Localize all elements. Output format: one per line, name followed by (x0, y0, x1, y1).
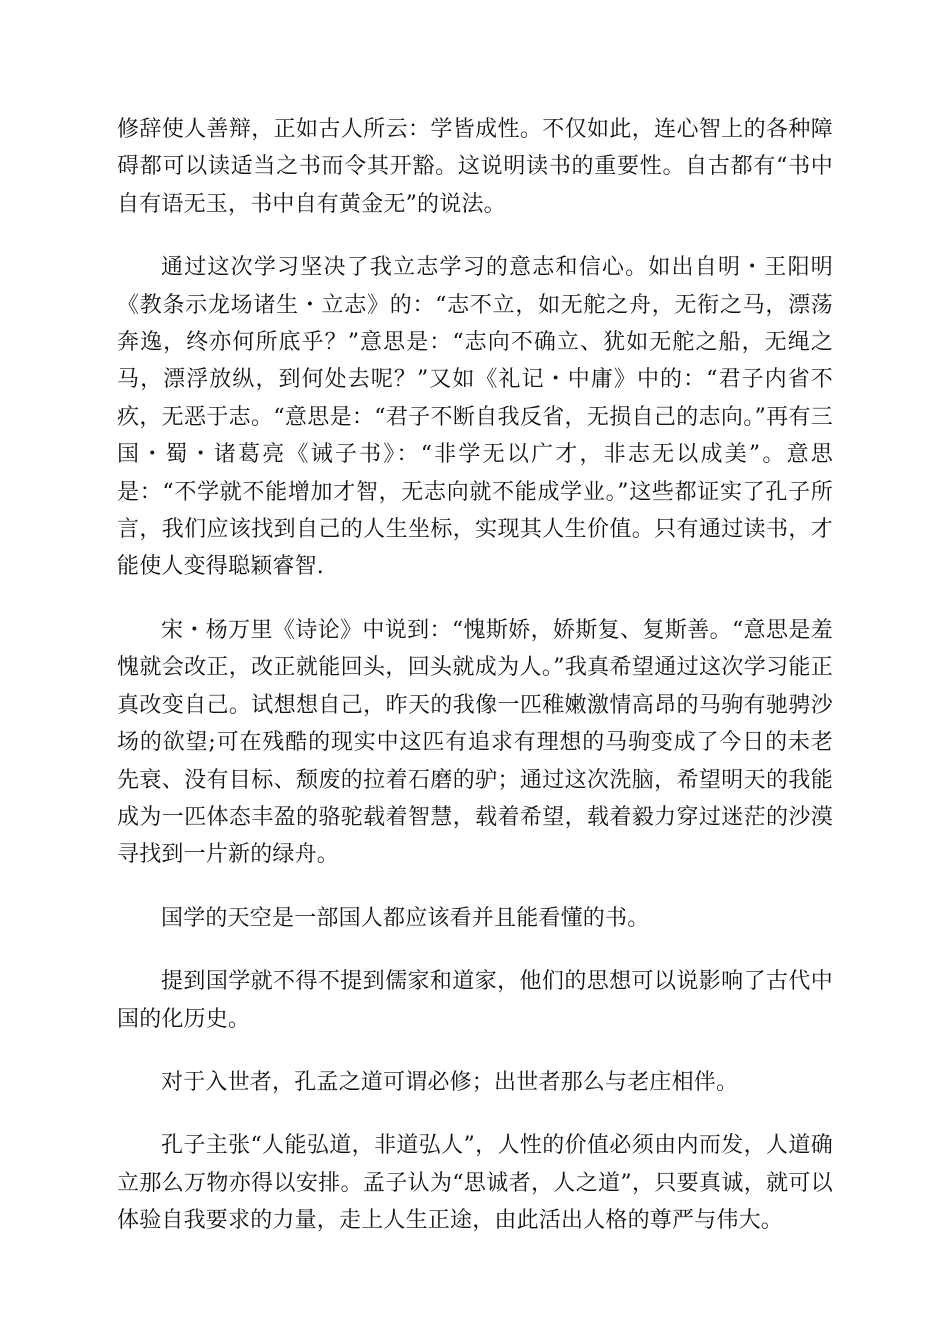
paragraph-aspiration-quotes: 通过这次学习坚决了我立志学习的意志和信心。如出自明・王阳明《教条示龙场诸生・立志》的：“志不立，如无舵之舟，无衔之马，漂荡奔逸，终亦何所底乎？”意思是：“志向不确立、犹如无舵之船，无绳之马，漂浮放纵，到何处去呢？”又如《礼记・中庸》中的：“君子内省不疚，无恶于志。“意思是：“君子不断自我反省，无损自己的志向。”再有三国・蜀・诸葛亮《诫子书》：“非学无以广才，非志无以成美”。意思是：“不学就不能增加才智，无志向就不能成学业。”这些都证实了孔子所言，我们应该找到自己的人生坐标，实现其人生价值。只有通过读书，才能使人变得聪颖睿智. (117, 255, 833, 580)
paragraph-guoxue-sky: 国学的天空是一部国人都应该看并且能看懂的书。 (161, 905, 650, 931)
paragraph-worldly-path: 对于入世者，孔孟之道可谓必修；出世者那么与老庄相伴。 (161, 1069, 739, 1095)
paragraph-confucius-mencius: 孔子主张“人能弘道，非道弘人”，人性的价值必须由内而发，人道确立那么万物亦得以安排。孟子认为“思诚者，人之道”，只要真诚，就可以体验自我要求的力量，走上人生正途，由此活出人格的尊严与伟大。 (117, 1133, 833, 1234)
paragraph-reading-importance: 修辞使人善辩，正如古人所云：学皆成性。不仅如此，连心智上的各种障碍都可以读适当之书而令其开豁。这说明读书的重要性。自古都有“书中自有语无玉，书中自有黄金无”的说法。 (117, 117, 833, 217)
document-page (117, 111, 833, 1240)
paragraph-self-change: 宋・杨万里《诗论》中说到：“愧斯娇，娇斯复、复斯善。“意思是羞愧就会改正，改正就能回头，回头就成为人。”我真希望通过这次学习能正真改变自己。试想想自己，昨天的我像一匹稚嫩激情高昂的马驹有驰骋沙场的欲望;可在残酷的现实中这匹有追求有理想的马驹变成了今日的未老先衰、没有目标、颓废的拉着石磨的驴；通过这次洗脑，希望明天的我能成为一匹体态丰盈的骆驼载着智慧，载着希望，载着毅力穿过迷茫的沙漠寻找到一片新的绿舟。 (117, 617, 833, 868)
paragraph-confucian-taoist: 提到国学就不得不提到儒家和道家，他们的思想可以说影响了古代中国的化历史。 (117, 969, 833, 1032)
